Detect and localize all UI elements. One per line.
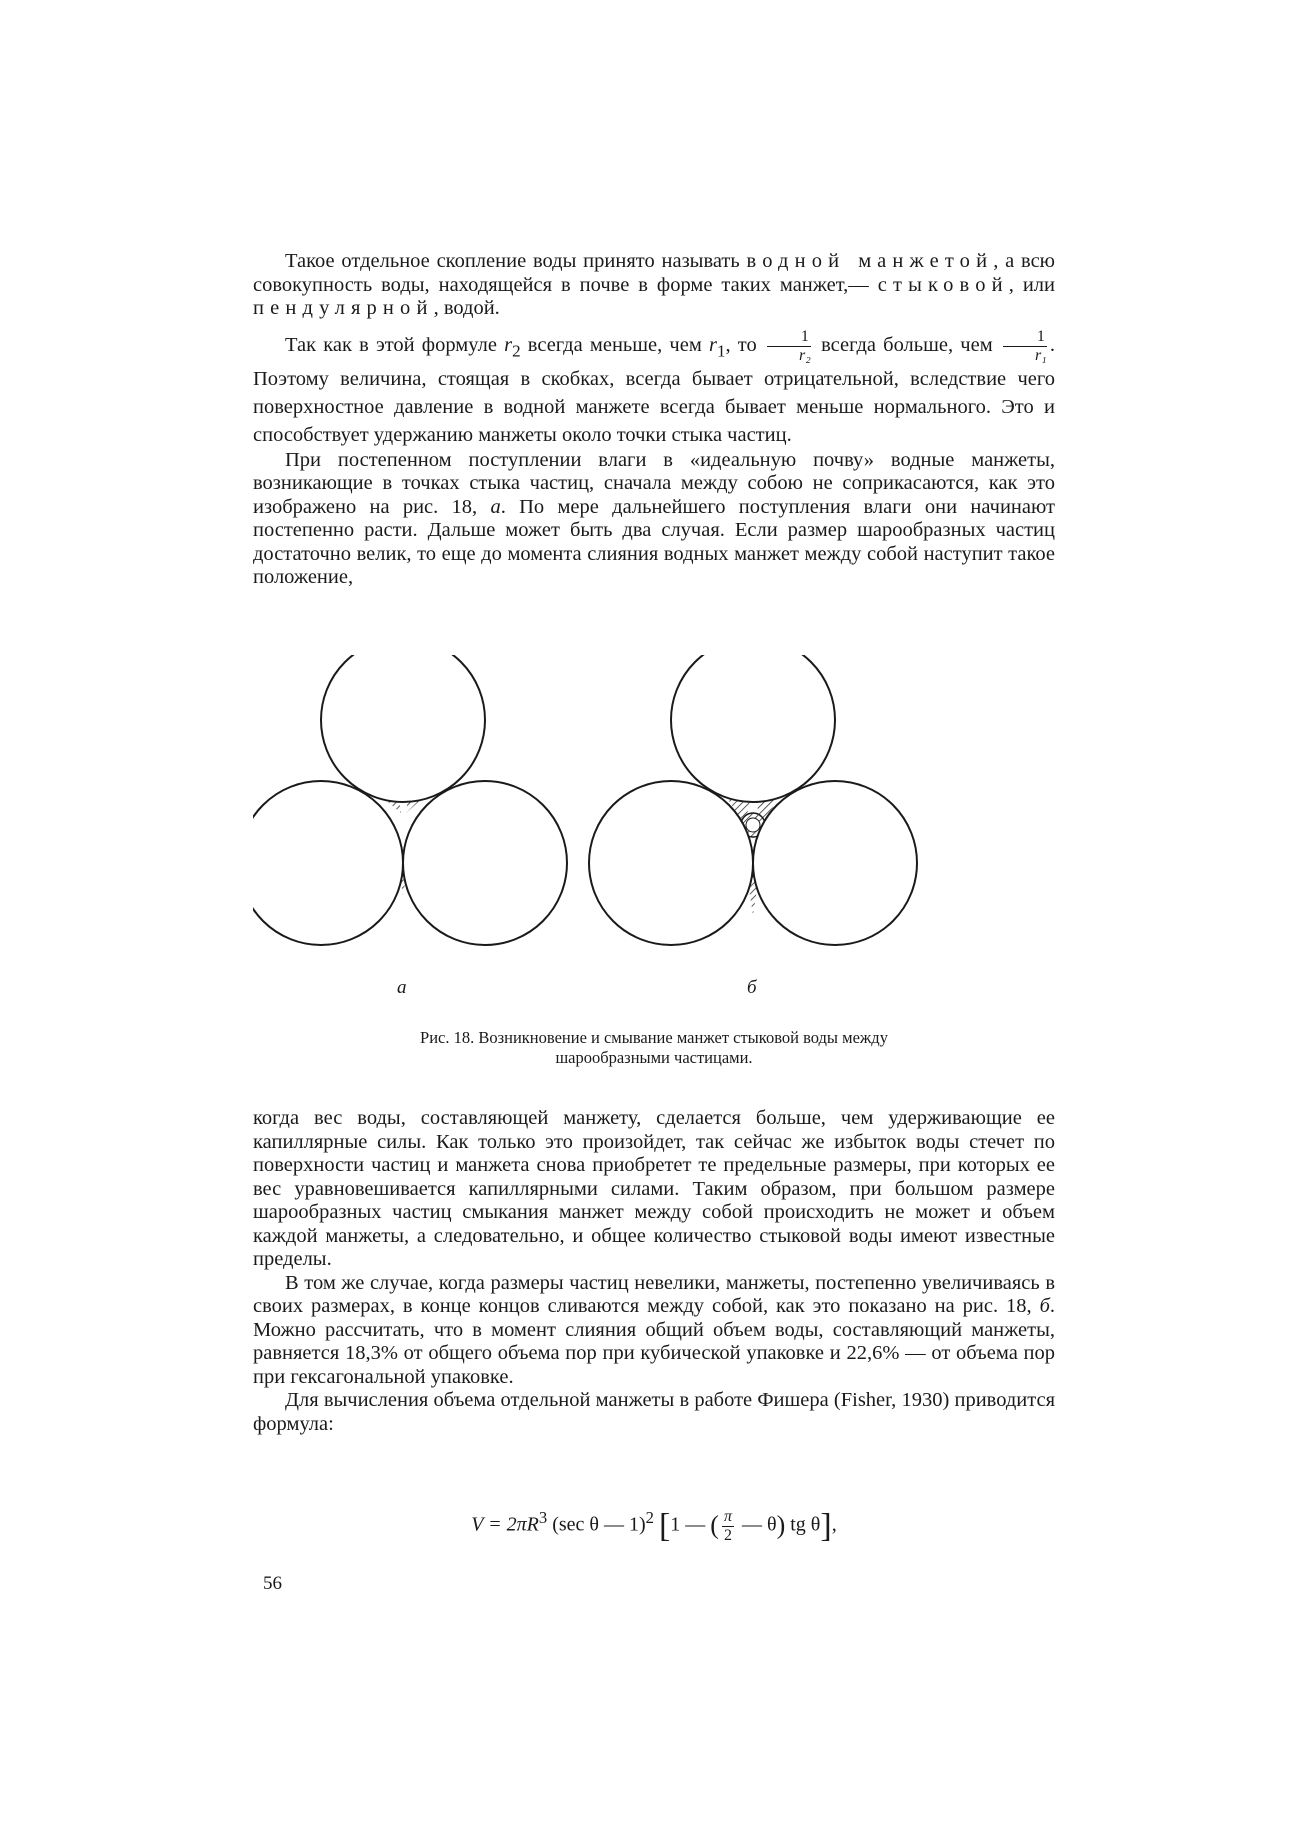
paragraph-4: когда вес воды, составляющей манжету, сделается больше, чем удерживающие ее капиллярные силы. Как только это произойдет, так сейчас же избыток воды стечет по поверхности частиц и манжета снова приобретет те предельные размеры, при которых ее вес уравновешивается капиллярными силами. Таким образом, при большом размере шарообразных частиц смыкания манжет между собой происходить не может и объем каждой манжеты, а следовательно, и общее количество стыковой воды имеют известные пределы. (253, 1107, 1055, 1270)
term-junction: стыковой (877, 273, 1009, 296)
sphere-b-top (671, 655, 835, 802)
fisher-formula: $V = 2\pi R^3$ (sec θ — 1)$^2$ [1 — ( $\frac{\pi}{2}$ — θ) tg θ], (471, 1507, 837, 1545)
sphere-b-right (753, 781, 917, 945)
paragraph-3: При постепенном поступлении влаги в «идеальную почву» водные манжеты, возникающие в точках стыка частиц, сначала между собою не соприкасаются, как это изображено на рис. 18, а. По мере дальнейшего поступления влаги они начинают постепенно расти. Дальше может быть два случая. Если размер шарообразных частиц достаточно велик, то еще до момента слияния водных манжет между собой наступит такое положение, (253, 448, 1055, 589)
figure-label-b: б (747, 977, 757, 998)
fraction-one-over-r1: $\frac{1}{\text{r₁}}$ (1003, 329, 1047, 364)
pore-b-center-ring (746, 818, 760, 832)
term-water-cuff: водной манжетой (746, 250, 994, 272)
sphere-a-top (321, 655, 485, 802)
figure-caption: Рис. 18. Возникновение и смывание манжет стыковой воды между шарообразными частицами. (420, 1028, 888, 1067)
fraction-one-over-r2: $\frac{1}{\text{r₂}}$ (767, 329, 811, 364)
paragraph-1: Такое отдельное скопление воды принято называть водной манжетой, а всю совокупность воды, находящейся в почве в форме таких манжет,— стыковой, или пендулярной, водой. (253, 250, 1056, 319)
fraction-pi-over-2: $\frac{\pi}{2}$ (723, 1507, 732, 1544)
paragraph-2: Так как в этой формуле $r_2$ всегда меньше, чем $r_1$, то $\frac{1}{\text{r₂}}$ всегда больше, чем $\frac{1}{\text{r₁}}$ . Поэтому величина, стоящая в скобках, всегда бывает отрицательной, вследствие чего поверхностное давление в водной манжете всегда бывает меньше нормального. Это и способствует удержанию манжеты около точки стыка частиц. (253, 327, 1055, 446)
paragraph-6: Для вычисления объема отдельной манжеты в работе Фишера (Fisher, 1930) приводится формула: (253, 1389, 1055, 1435)
sphere-a-right (403, 781, 567, 945)
text-block-bottom (253, 1107, 1055, 1436)
sphere-b-left (589, 781, 753, 945)
term-pendular: пендулярной (253, 297, 434, 319)
page-number: 56 (263, 1573, 282, 1594)
sphere-a-left (253, 781, 403, 945)
figure-a-group (253, 655, 567, 945)
figure-18 (253, 655, 1055, 1015)
figure-label-a: а (397, 977, 407, 998)
text-block-top (253, 250, 1055, 590)
figure-b-group (589, 655, 917, 945)
spheres-diagram (253, 655, 1055, 1015)
paragraph-5: В том же случае, когда размеры частиц невелики, манжеты, постепенно увеличиваясь в своих размерах, в конце концов сливаются между собой, как это показано на рис. 18, б. Можно рассчитать, что в момент слияния общий объем воды, составляющий манжеты, равняется 18,3% от общего объема пор при кубической упаковке и 22,6% — от объема пор при гексагональной упаковке. (253, 1271, 1055, 1388)
